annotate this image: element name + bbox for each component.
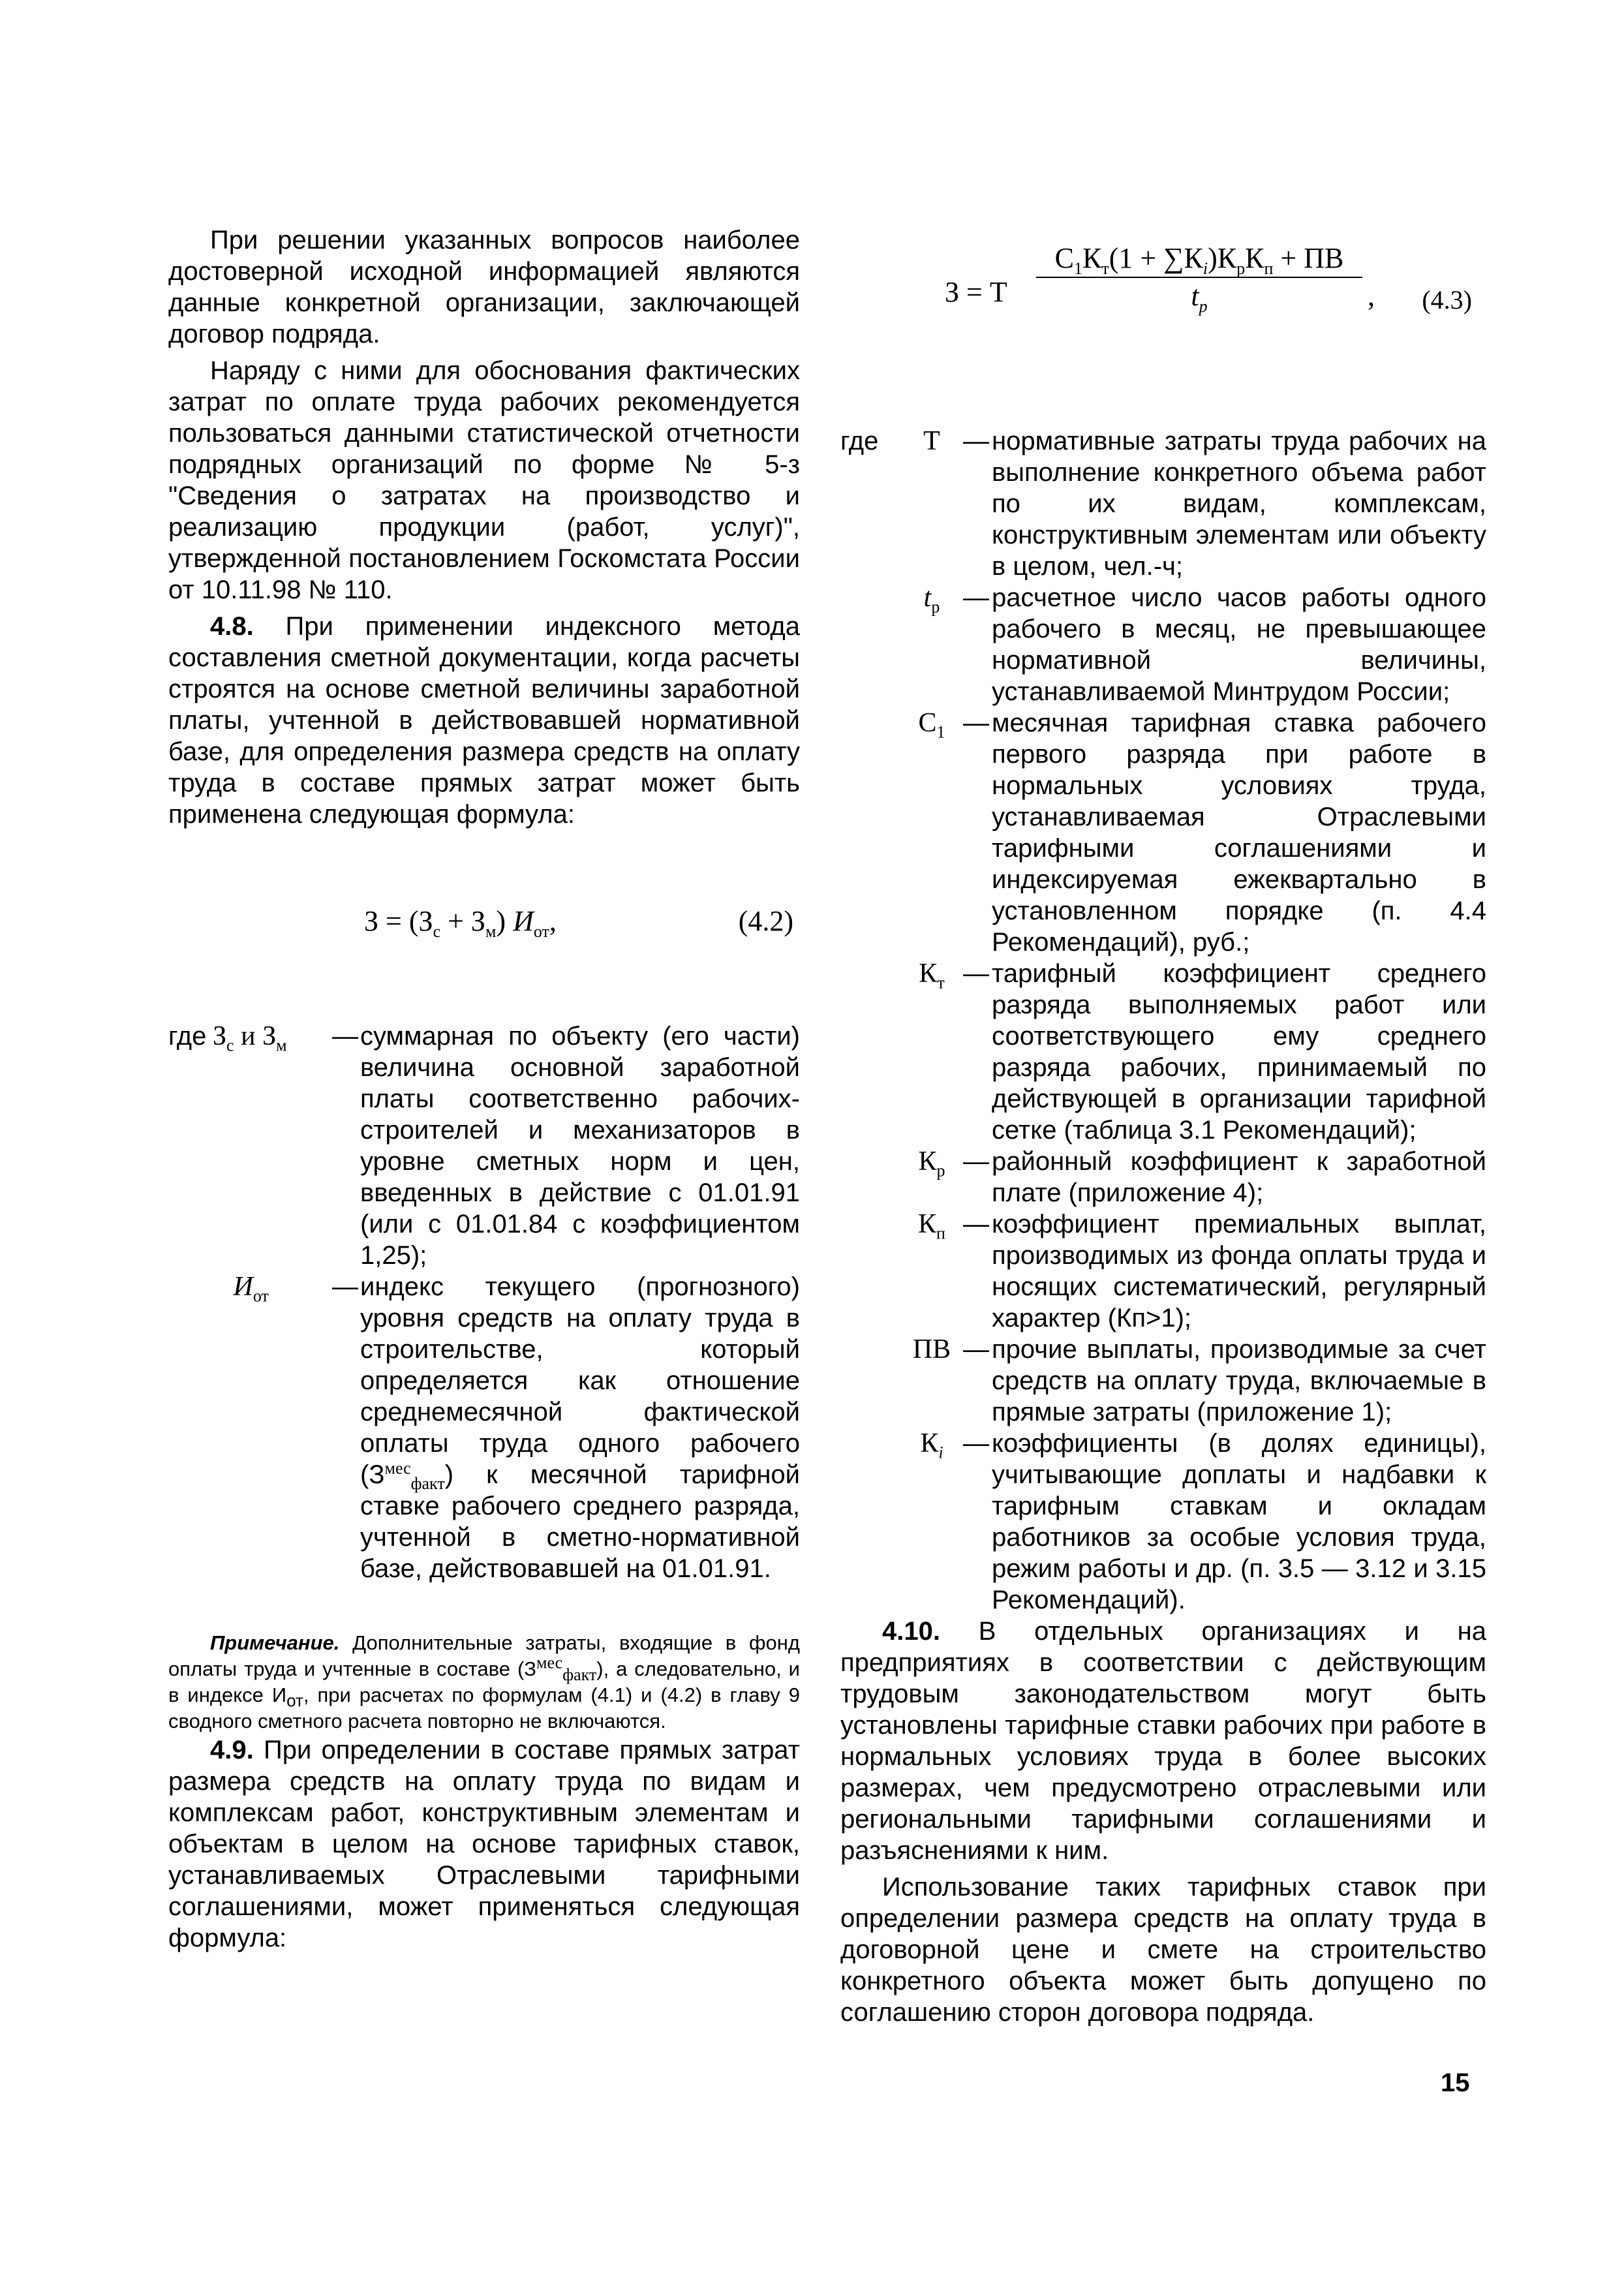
dash: — [332,1272,358,1301]
definition-text: суммарная по объекту (его части) величина основной заработной платы соответственно рабочих-строителей и механизаторов в уровне сметных норм и цен, введенных в действие с 01.01.91 (или с 01.01.84 с коэффициентом 1,25); [360,1022,800,1270]
definition-symbol: $t_р$ [923,583,940,617]
definition-row [840,1428,1486,1616]
note-label: Примечание. [210,1631,340,1654]
section-text: При определении в составе прямых затрат размера средств на оплату труда по видам и комплексам работ, конструктивным элементам и объектам в целом на основе тарифных ставок, устанавливаемых Отраслевыми тарифными соглашениями, может применяться следующая формула: [168,1736,800,1952]
formula-4-3-lhs: З = Т [945,276,1007,308]
definition-text: районный коэффициент к заработной плате (приложение 4); [992,1147,1486,1207]
dash: — [332,1022,358,1051]
dash: — [963,583,989,612]
dash: — [963,1210,989,1238]
definition-row [168,1021,800,1271]
section-4-8 [168,611,800,830]
right-column [840,224,1486,2033]
page-number: 15 [1441,2068,1470,2097]
definition-row [840,425,1486,582]
definition-row [840,707,1486,958]
definition-text: коэффициенты (в долях единицы), учитывающие доплаты и надбавки к тарифным ставкам и окладам работников за особые условия труда, режим работы и др. (п. 3.5 — 3.12 и 3.15 Рекомендаций). [992,1429,1486,1614]
section-number: 4.10. [882,1617,940,1646]
left-column [168,224,800,1959]
section-number: 4.9. [210,1736,254,1764]
section-4-10 [840,1616,1486,1866]
definition-text: расчетное число часов работы одного рабочего в месяц, не превышающее нормативной величины, устанавливаемой Минтрудом России; [992,583,1486,706]
formula-4-3-numerator: $С_1К_т(1 + \sum К_i)К_рК_п$ + ПВ [1036,243,1362,278]
section-text: При применении индексного метода составления сметной документации, когда расчеты строятся на основе сметной величины заработной платы, учтенной в действовавшей нормативной базе, для определения размера средств на оплату труда в составе прямых затрат может быть применена следующая формула: [168,612,800,829]
definition-text: индекс текущего (прогнозного) уровня средств на оплату труда в строительстве, который определяется как отношение среднемесячной фактической оплаты труда одного рабочего $(З^{мес}_{факт})$ к месячной тарифной ставке рабочего среднего разряда, учтенной в сметно-нормативной базе, действовавшей на 01.01.91. [360,1272,800,1583]
paragraph-intro: При решении указанных вопросов наиболее достоверной исходной информацией являются данные конкретной организации, заключающей договор подряда. [168,226,800,348]
formula-4-2-definitions [168,1021,800,1584]
definition-text: тарифный коэффициент среднего разряда выполняемых работ или соответствующего ему среднего разряда рабочих, принимаемый по действующей в организации тарифной сетке (таблица 3.1 Рекомендаций); [992,959,1486,1145]
dash: — [963,1429,989,1458]
dash: — [963,959,989,988]
definition-symbol: $З_с$ и $З_м$ [213,1021,287,1055]
definition-symbol: ПВ [912,1334,951,1364]
definition-text: месячная тарифная ставка рабочего первого разряда при работе в нормальных условиях труда, устанавливаемая Отраслевыми тарифными соглашениями и индексируемая ежеквартально в установленном порядке (п. 4.4 Рекомендаций), руб.; [992,709,1486,957]
where-label: где [840,427,879,455]
paragraph-statistics: Наряду с ними для обоснования фактических затрат по оплате труда рабочих рекомендуется пользоваться данными статистической отчетности подрядных организаций по форме № 5-з "Сведения о затратах на производство и реализацию продукции (работ, услуг)", утвержденной постановлением Госкомстата России от 10.11.98 № 110. [168,356,800,604]
formula-4-3-fraction [1036,242,1362,316]
definition-symbol: $К_i$ [920,1428,943,1462]
definition-text: прочие выплаты, производимые за счет средств на оплату труда, включаемые в прямые затраты (приложение 1); [992,1335,1486,1426]
definition-symbol: $К_р$ [918,1146,945,1180]
definition-row [840,958,1486,1146]
paragraph-agreement: Использование таких тарифных ставок при определении размера средств на оплату труда в договорной цене и смете на строительство конкретного объекта может быть допущено по соглашению сторон договора подряда. [840,1873,1486,2027]
definition-symbol: $К_п$ [918,1209,945,1243]
definition-row [840,1208,1486,1334]
definition-row [840,582,1486,707]
dash: — [963,427,989,455]
section-text: В отдельных организациях и на предприятиях в соответствии с действующим трудовым законодательством могут быть установлены тарифные ставки рабочих при работе в нормальных условиях труда в более высоких размерах, чем предусмотрено отраслевыми или региональными тарифными соглашениями и разъяснениями к ним. [840,1617,1486,1865]
definition-symbol: Т [923,426,940,456]
definition-symbol: $С_1$ [918,708,945,742]
formula-4-3-definitions [840,425,1486,1616]
dash: — [963,709,989,737]
definition-text: нормативные затраты труда рабочих на выполнение конкретного объема работ по их видам, комплексам, конструктивным элементам или объекту в целом, чел.-ч; [992,427,1486,581]
dash: — [963,1147,989,1176]
section-4-9 [168,1734,800,1954]
definition-row [840,1146,1486,1208]
definition-row [840,1334,1486,1428]
definition-symbol: $К_т$ [919,959,945,992]
definition-row [168,1271,800,1584]
formula-4-2-number: (4.2) [738,905,793,937]
formula-4-3-number: (4.3) [1422,285,1472,315]
dash: — [963,1335,989,1364]
formula-4-3: З = Т $С_1К_т(1 + \sum К_i)К_рК_п$ + ПВ $t_р$ , (4.3) [945,242,1472,316]
formula-4-2 [168,893,800,958]
formula-4-3-denominator: $t_р$ [1191,280,1208,316]
definition-symbol: $И_{от}$ [233,1272,269,1306]
definition-text: коэффициент премиальных выплат, производимых из фонда оплаты труда и носящих систематический, регулярный характер (Кп>1); [992,1210,1486,1332]
where-label: где [168,1022,207,1051]
formula-4-2-expression: $З = (З_с + З_м)$ $И_{от}$, [364,905,557,941]
note: Примечание. Дополнительные затраты, входящие в фонд оплаты труда и учтенные в составе $(З^{мес}_{факт})$, а следовательно, и в индексе $И_{от}$, при расчетах по формулам (4.1) и (4.2) в главу 9 сводного сметного расчета повторно не включаются. [168,1631,800,1732]
section-number: 4.8. [210,612,254,641]
